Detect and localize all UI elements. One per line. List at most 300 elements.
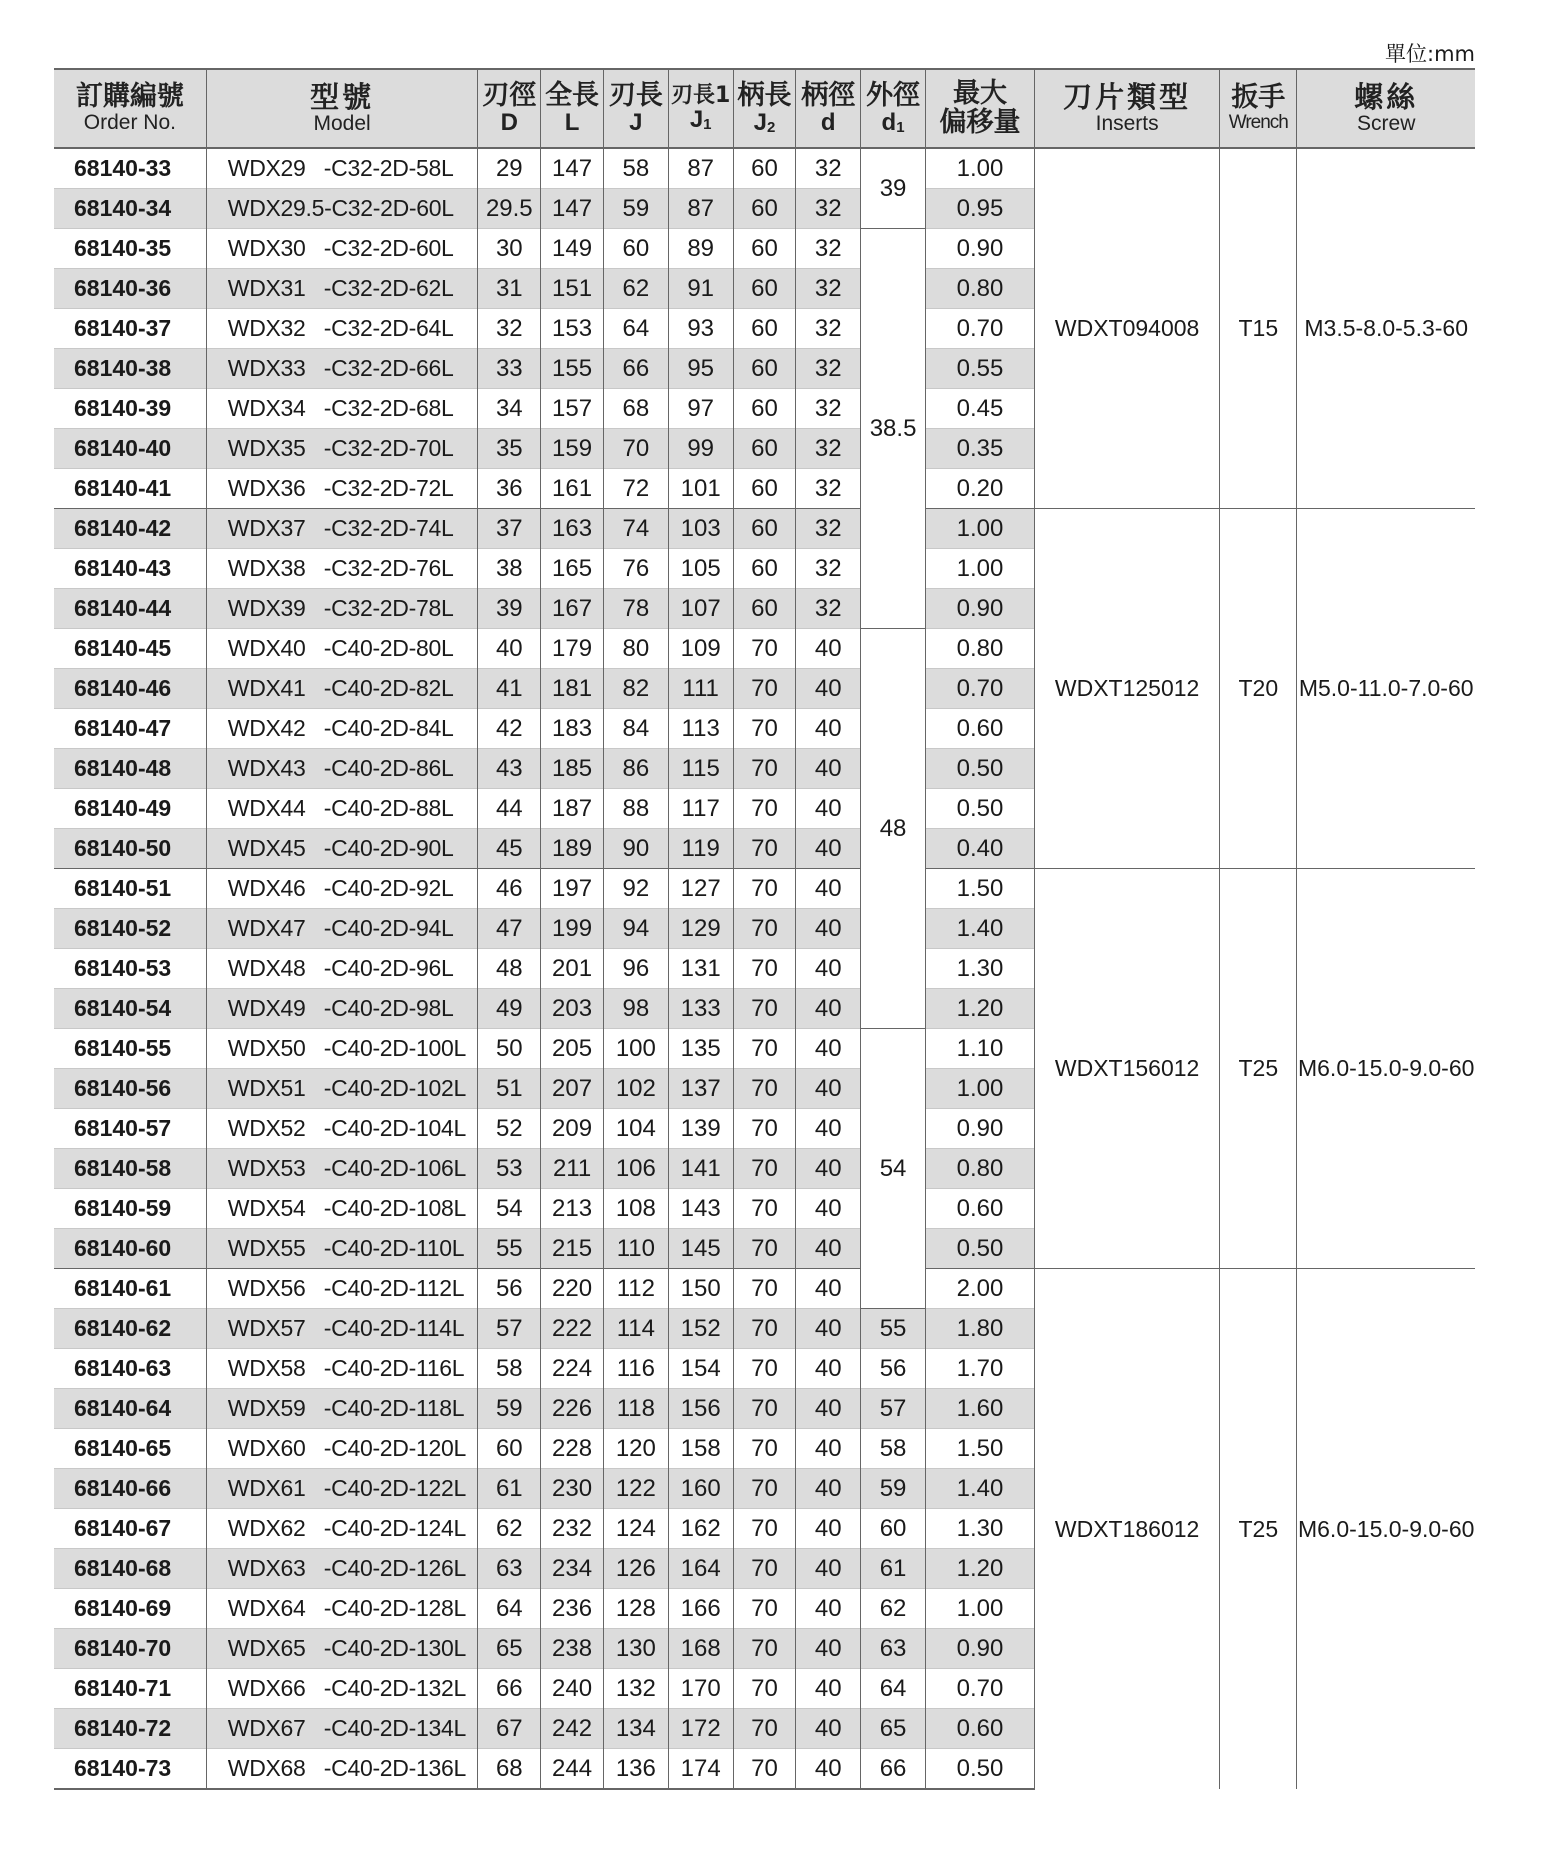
shank-diameter-cell: 32 xyxy=(796,229,861,269)
wrench-cell: T20 xyxy=(1220,509,1297,869)
shank-diameter-cell: 40 xyxy=(796,1469,861,1509)
shank-length-cell: 70 xyxy=(733,989,796,1029)
shank-diameter-cell: 40 xyxy=(796,829,861,869)
model-cell: WDX46 -C40-2D-92L xyxy=(206,869,478,909)
cutting-length-1-cell: 145 xyxy=(668,1229,733,1269)
cutting-length-cell: 132 xyxy=(603,1669,668,1709)
shank-length-cell: 70 xyxy=(733,1069,796,1109)
cutting-length-1-cell: 87 xyxy=(668,189,733,229)
cutting-length-1-cell: 89 xyxy=(668,229,733,269)
cutting-diameter-cell: 60 xyxy=(478,1429,541,1469)
shank-diameter-cell: 40 xyxy=(796,1269,861,1309)
model-cell: WDX56 -C40-2D-112L xyxy=(206,1269,478,1309)
cutting-length-cell: 108 xyxy=(603,1189,668,1229)
shank-length-cell: 60 xyxy=(733,389,796,429)
cutting-diameter-cell: 67 xyxy=(478,1709,541,1749)
model-cell: WDX68 -C40-2D-136L xyxy=(206,1749,478,1790)
shank-diameter-cell: 40 xyxy=(796,1309,861,1349)
cutting-length-1-cell: 99 xyxy=(668,429,733,469)
shank-diameter-cell: 40 xyxy=(796,1149,861,1189)
overall-length-cell: 183 xyxy=(541,709,604,749)
overall-length-cell: 244 xyxy=(541,1749,604,1790)
outer-diameter-cell: 63 xyxy=(861,1629,926,1669)
model-cell: WDX60 -C40-2D-120L xyxy=(206,1429,478,1469)
shank-diameter-cell: 32 xyxy=(796,309,861,349)
cutting-diameter-cell: 31 xyxy=(478,269,541,309)
max-offset-cell: 0.60 xyxy=(925,1189,1034,1229)
overall-length-cell: 147 xyxy=(541,148,604,189)
shank-diameter-cell: 32 xyxy=(796,549,861,589)
outer-diameter-cell: 39 xyxy=(861,148,926,229)
cutting-diameter-cell: 35 xyxy=(478,429,541,469)
cutting-length-1-cell: 174 xyxy=(668,1749,733,1790)
cutting-length-cell: 88 xyxy=(603,789,668,829)
max-offset-cell: 1.40 xyxy=(925,909,1034,949)
model-cell: WDX61 -C40-2D-122L xyxy=(206,1469,478,1509)
shank-length-cell: 70 xyxy=(733,1629,796,1669)
order-number-cell: 68140-48 xyxy=(54,749,206,789)
outer-diameter-cell: 66 xyxy=(861,1749,926,1790)
header-J1: 刃長1 $J_1$ xyxy=(668,69,733,148)
model-cell: WDX55 -C40-2D-110L xyxy=(206,1229,478,1269)
cutting-diameter-cell: 39 xyxy=(478,589,541,629)
model-cell: WDX31 -C32-2D-62L xyxy=(206,269,478,309)
order-number-cell: 68140-35 xyxy=(54,229,206,269)
max-offset-cell: 0.80 xyxy=(925,1149,1034,1189)
cutting-diameter-cell: 38 xyxy=(478,549,541,589)
model-cell: WDX54 -C40-2D-108L xyxy=(206,1189,478,1229)
overall-length-cell: 155 xyxy=(541,349,604,389)
max-offset-cell: 1.70 xyxy=(925,1349,1034,1389)
cutting-length-cell: 86 xyxy=(603,749,668,789)
cutting-length-cell: 84 xyxy=(603,709,668,749)
max-offset-cell: 1.10 xyxy=(925,1029,1034,1069)
cutting-length-cell: 90 xyxy=(603,829,668,869)
overall-length-cell: 209 xyxy=(541,1109,604,1149)
cutting-length-1-cell: 170 xyxy=(668,1669,733,1709)
cutting-length-1-cell: 172 xyxy=(668,1709,733,1749)
cutting-diameter-cell: 41 xyxy=(478,669,541,709)
order-number-cell: 68140-63 xyxy=(54,1349,206,1389)
shank-length-cell: 70 xyxy=(733,1149,796,1189)
cutting-length-1-cell: 95 xyxy=(668,349,733,389)
cutting-diameter-cell: 66 xyxy=(478,1669,541,1709)
model-cell: WDX29.5-C32-2D-60L xyxy=(206,189,478,229)
model-cell: WDX32 -C32-2D-64L xyxy=(206,309,478,349)
cutting-length-cell: 82 xyxy=(603,669,668,709)
overall-length-cell: 199 xyxy=(541,909,604,949)
cutting-length-cell: 76 xyxy=(603,549,668,589)
cutting-diameter-cell: 50 xyxy=(478,1029,541,1069)
outer-diameter-cell: 58 xyxy=(861,1429,926,1469)
shank-diameter-cell: 40 xyxy=(796,1749,861,1790)
order-number-cell: 68140-55 xyxy=(54,1029,206,1069)
overall-length-cell: 232 xyxy=(541,1509,604,1549)
outer-diameter-cell: 48 xyxy=(861,629,926,1029)
cutting-diameter-cell: 40 xyxy=(478,629,541,669)
shank-length-cell: 70 xyxy=(733,829,796,869)
shank-diameter-cell: 40 xyxy=(796,1389,861,1429)
insert-type-cell: WDXT125012 xyxy=(1035,509,1220,869)
table-row xyxy=(54,509,1475,549)
model-cell: WDX34 -C32-2D-68L xyxy=(206,389,478,429)
max-offset-cell: 1.20 xyxy=(925,1549,1034,1589)
max-offset-cell: 1.30 xyxy=(925,1509,1034,1549)
table-body xyxy=(54,148,1475,1789)
order-number-cell: 68140-62 xyxy=(54,1309,206,1349)
shank-diameter-cell: 32 xyxy=(796,189,861,229)
order-number-cell: 68140-71 xyxy=(54,1669,206,1709)
header-d: 柄徑 d xyxy=(796,69,861,148)
order-number-cell: 68140-46 xyxy=(54,669,206,709)
shank-length-cell: 70 xyxy=(733,1589,796,1629)
cutting-diameter-cell: 46 xyxy=(478,869,541,909)
cutting-length-1-cell: 111 xyxy=(668,669,733,709)
overall-length-cell: 238 xyxy=(541,1629,604,1669)
order-number-cell: 68140-65 xyxy=(54,1429,206,1469)
order-number-cell: 68140-42 xyxy=(54,509,206,549)
order-number-cell: 68140-40 xyxy=(54,429,206,469)
model-cell: WDX47 -C40-2D-94L xyxy=(206,909,478,949)
shank-length-cell: 70 xyxy=(733,709,796,749)
model-cell: WDX29 -C32-2D-58L xyxy=(206,148,478,189)
cutting-diameter-cell: 30 xyxy=(478,229,541,269)
overall-length-cell: 189 xyxy=(541,829,604,869)
shank-diameter-cell: 40 xyxy=(796,749,861,789)
outer-diameter-cell: 56 xyxy=(861,1349,926,1389)
shank-length-cell: 70 xyxy=(733,1749,796,1790)
shank-diameter-cell: 32 xyxy=(796,429,861,469)
overall-length-cell: 201 xyxy=(541,949,604,989)
cutting-length-1-cell: 127 xyxy=(668,869,733,909)
outer-diameter-cell: 54 xyxy=(861,1029,926,1309)
max-offset-cell: 0.35 xyxy=(925,429,1034,469)
overall-length-cell: 163 xyxy=(541,509,604,549)
cutting-length-1-cell: 156 xyxy=(668,1389,733,1429)
model-cell: WDX43 -C40-2D-86L xyxy=(206,749,478,789)
cutting-length-cell: 74 xyxy=(603,509,668,549)
shank-length-cell: 70 xyxy=(733,909,796,949)
cutting-length-1-cell: 150 xyxy=(668,1269,733,1309)
shank-diameter-cell: 40 xyxy=(796,949,861,989)
outer-diameter-cell: 57 xyxy=(861,1389,926,1429)
order-number-cell: 68140-61 xyxy=(54,1269,206,1309)
shank-length-cell: 70 xyxy=(733,1389,796,1429)
shank-length-cell: 70 xyxy=(733,629,796,669)
cutting-diameter-cell: 53 xyxy=(478,1149,541,1189)
cutting-length-1-cell: 133 xyxy=(668,989,733,1029)
model-cell: WDX49 -C40-2D-98L xyxy=(206,989,478,1029)
table-row xyxy=(54,1269,1475,1309)
order-number-cell: 68140-37 xyxy=(54,309,206,349)
shank-length-cell: 60 xyxy=(733,589,796,629)
cutting-length-cell: 66 xyxy=(603,349,668,389)
outer-diameter-cell: 62 xyxy=(861,1589,926,1629)
shank-length-cell: 60 xyxy=(733,269,796,309)
shank-length-cell: 60 xyxy=(733,189,796,229)
order-number-cell: 68140-66 xyxy=(54,1469,206,1509)
shank-diameter-cell: 40 xyxy=(796,1589,861,1629)
model-cell: WDX52 -C40-2D-104L xyxy=(206,1109,478,1149)
cutting-length-cell: 112 xyxy=(603,1269,668,1309)
order-number-cell: 68140-56 xyxy=(54,1069,206,1109)
shank-length-cell: 60 xyxy=(733,148,796,189)
shank-length-cell: 70 xyxy=(733,1549,796,1589)
shank-diameter-cell: 40 xyxy=(796,669,861,709)
overall-length-cell: 230 xyxy=(541,1469,604,1509)
cutting-length-cell: 134 xyxy=(603,1709,668,1749)
header-wrench: 扳手 Wrench xyxy=(1220,69,1297,148)
cutting-length-cell: 92 xyxy=(603,869,668,909)
overall-length-cell: 226 xyxy=(541,1389,604,1429)
overall-length-cell: 153 xyxy=(541,309,604,349)
shank-length-cell: 70 xyxy=(733,1349,796,1389)
shank-length-cell: 70 xyxy=(733,869,796,909)
overall-length-cell: 215 xyxy=(541,1229,604,1269)
shank-diameter-cell: 32 xyxy=(796,148,861,189)
model-cell: WDX44 -C40-2D-88L xyxy=(206,789,478,829)
unit-label: 單位:mm xyxy=(1385,42,1475,66)
order-number-cell: 68140-54 xyxy=(54,989,206,1029)
shank-diameter-cell: 32 xyxy=(796,509,861,549)
overall-length-cell: 149 xyxy=(541,229,604,269)
max-offset-cell: 1.00 xyxy=(925,1589,1034,1629)
model-cell: WDX67 -C40-2D-134L xyxy=(206,1709,478,1749)
model-cell: WDX33 -C32-2D-66L xyxy=(206,349,478,389)
header-offset: 最大 偏移量 xyxy=(925,69,1034,148)
overall-length-cell: 203 xyxy=(541,989,604,1029)
overall-length-cell: 197 xyxy=(541,869,604,909)
overall-length-cell: 220 xyxy=(541,1269,604,1309)
shank-length-cell: 70 xyxy=(733,1269,796,1309)
order-number-cell: 68140-68 xyxy=(54,1549,206,1589)
model-cell: WDX38 -C32-2D-76L xyxy=(206,549,478,589)
cutting-diameter-cell: 48 xyxy=(478,949,541,989)
cutting-length-1-cell: 87 xyxy=(668,148,733,189)
cutting-length-cell: 136 xyxy=(603,1749,668,1790)
shank-diameter-cell: 40 xyxy=(796,1109,861,1149)
cutting-length-cell: 126 xyxy=(603,1549,668,1589)
cutting-length-1-cell: 162 xyxy=(668,1509,733,1549)
outer-diameter-cell: 59 xyxy=(861,1469,926,1509)
model-cell: WDX40 -C40-2D-80L xyxy=(206,629,478,669)
cutting-diameter-cell: 44 xyxy=(478,789,541,829)
order-number-cell: 68140-43 xyxy=(54,549,206,589)
overall-length-cell: 151 xyxy=(541,269,604,309)
shank-length-cell: 70 xyxy=(733,1189,796,1229)
cutting-length-cell: 110 xyxy=(603,1229,668,1269)
overall-length-cell: 234 xyxy=(541,1549,604,1589)
model-cell: WDX42 -C40-2D-84L xyxy=(206,709,478,749)
overall-length-cell: 205 xyxy=(541,1029,604,1069)
cutting-diameter-cell: 68 xyxy=(478,1749,541,1790)
shank-length-cell: 70 xyxy=(733,789,796,829)
shank-diameter-cell: 40 xyxy=(796,1189,861,1229)
max-offset-cell: 1.60 xyxy=(925,1389,1034,1429)
max-offset-cell: 0.70 xyxy=(925,669,1034,709)
cutting-length-1-cell: 129 xyxy=(668,909,733,949)
cutting-length-1-cell: 101 xyxy=(668,469,733,509)
order-number-cell: 68140-50 xyxy=(54,829,206,869)
max-offset-cell: 0.70 xyxy=(925,1669,1034,1709)
shank-length-cell: 70 xyxy=(733,1309,796,1349)
shank-diameter-cell: 40 xyxy=(796,1549,861,1589)
outer-diameter-cell: 65 xyxy=(861,1709,926,1749)
cutting-diameter-cell: 42 xyxy=(478,709,541,749)
max-offset-cell: 0.50 xyxy=(925,789,1034,829)
model-cell: WDX62 -C40-2D-124L xyxy=(206,1509,478,1549)
cutting-length-1-cell: 131 xyxy=(668,949,733,989)
max-offset-cell: 0.60 xyxy=(925,1709,1034,1749)
model-cell: WDX39 -C32-2D-78L xyxy=(206,589,478,629)
shank-diameter-cell: 32 xyxy=(796,469,861,509)
overall-length-cell: 157 xyxy=(541,389,604,429)
header-inserts: 刀片類型 Inserts xyxy=(1035,69,1220,148)
cutting-length-cell: 100 xyxy=(603,1029,668,1069)
insert-type-cell: WDXT156012 xyxy=(1035,869,1220,1269)
max-offset-cell: 0.50 xyxy=(925,1229,1034,1269)
overall-length-cell: 228 xyxy=(541,1429,604,1469)
max-offset-cell: 0.90 xyxy=(925,229,1034,269)
cutting-length-cell: 128 xyxy=(603,1589,668,1629)
overall-length-cell: 207 xyxy=(541,1069,604,1109)
shank-length-cell: 60 xyxy=(733,309,796,349)
cutting-length-1-cell: 91 xyxy=(668,269,733,309)
shank-diameter-cell: 40 xyxy=(796,869,861,909)
cutting-length-cell: 94 xyxy=(603,909,668,949)
cutting-length-cell: 59 xyxy=(603,189,668,229)
shank-length-cell: 70 xyxy=(733,1669,796,1709)
header-row xyxy=(54,69,1475,148)
wrench-cell: T25 xyxy=(1220,869,1297,1269)
order-number-cell: 68140-72 xyxy=(54,1709,206,1749)
shank-length-cell: 70 xyxy=(733,669,796,709)
max-offset-cell: 0.55 xyxy=(925,349,1034,389)
cutting-diameter-cell: 37 xyxy=(478,509,541,549)
shank-diameter-cell: 40 xyxy=(796,1509,861,1549)
overall-length-cell: 224 xyxy=(541,1349,604,1389)
shank-length-cell: 70 xyxy=(733,1709,796,1749)
cutting-diameter-cell: 55 xyxy=(478,1229,541,1269)
cutting-length-cell: 60 xyxy=(603,229,668,269)
order-number-cell: 68140-49 xyxy=(54,789,206,829)
max-offset-cell: 0.80 xyxy=(925,269,1034,309)
shank-length-cell: 70 xyxy=(733,749,796,789)
max-offset-cell: 1.50 xyxy=(925,869,1034,909)
shank-diameter-cell: 40 xyxy=(796,989,861,1029)
max-offset-cell: 1.00 xyxy=(925,549,1034,589)
outer-diameter-cell: 55 xyxy=(861,1309,926,1349)
model-cell: WDX30 -C32-2D-60L xyxy=(206,229,478,269)
cutting-diameter-cell: 36 xyxy=(478,469,541,509)
cutting-length-cell: 58 xyxy=(603,148,668,189)
cutting-length-1-cell: 166 xyxy=(668,1589,733,1629)
cutting-diameter-cell: 33 xyxy=(478,349,541,389)
cutting-length-1-cell: 107 xyxy=(668,589,733,629)
shank-diameter-cell: 40 xyxy=(796,1229,861,1269)
cutting-length-1-cell: 168 xyxy=(668,1629,733,1669)
cutting-diameter-cell: 61 xyxy=(478,1469,541,1509)
overall-length-cell: 187 xyxy=(541,789,604,829)
max-offset-cell: 0.90 xyxy=(925,589,1034,629)
outer-diameter-cell: 60 xyxy=(861,1509,926,1549)
shank-diameter-cell: 32 xyxy=(796,589,861,629)
cutting-diameter-cell: 51 xyxy=(478,1069,541,1109)
cutting-diameter-cell: 29.5 xyxy=(478,189,541,229)
outer-diameter-cell: 64 xyxy=(861,1669,926,1709)
cutting-length-cell: 62 xyxy=(603,269,668,309)
cutting-diameter-cell: 47 xyxy=(478,909,541,949)
cutting-length-1-cell: 158 xyxy=(668,1429,733,1469)
cutting-length-1-cell: 154 xyxy=(668,1349,733,1389)
cutting-length-cell: 104 xyxy=(603,1109,668,1149)
shank-length-cell: 70 xyxy=(733,949,796,989)
max-offset-cell: 0.60 xyxy=(925,709,1034,749)
shank-diameter-cell: 40 xyxy=(796,909,861,949)
overall-length-cell: 185 xyxy=(541,749,604,789)
max-offset-cell: 1.00 xyxy=(925,148,1034,189)
shank-diameter-cell: 32 xyxy=(796,269,861,309)
cutting-diameter-cell: 34 xyxy=(478,389,541,429)
model-cell: WDX35 -C32-2D-70L xyxy=(206,429,478,469)
cutting-length-1-cell: 103 xyxy=(668,509,733,549)
cutting-length-cell: 106 xyxy=(603,1149,668,1189)
cutting-length-1-cell: 152 xyxy=(668,1309,733,1349)
cutting-length-cell: 98 xyxy=(603,989,668,1029)
model-cell: WDX48 -C40-2D-96L xyxy=(206,949,478,989)
cutting-length-cell: 102 xyxy=(603,1069,668,1109)
cutting-diameter-cell: 49 xyxy=(478,989,541,1029)
cutting-diameter-cell: 43 xyxy=(478,749,541,789)
cutting-diameter-cell: 56 xyxy=(478,1269,541,1309)
cutting-length-cell: 114 xyxy=(603,1309,668,1349)
max-offset-cell: 0.80 xyxy=(925,629,1034,669)
max-offset-cell: 0.45 xyxy=(925,389,1034,429)
cutting-length-cell: 80 xyxy=(603,629,668,669)
shank-length-cell: 70 xyxy=(733,1509,796,1549)
overall-length-cell: 165 xyxy=(541,549,604,589)
cutting-length-1-cell: 117 xyxy=(668,789,733,829)
cutting-length-1-cell: 105 xyxy=(668,549,733,589)
cutting-diameter-cell: 63 xyxy=(478,1549,541,1589)
header-screw: 螺絲 Screw xyxy=(1297,69,1475,148)
wrench-cell: T15 xyxy=(1220,148,1297,509)
header-L: 全長 L xyxy=(541,69,604,148)
spec-table xyxy=(54,68,1475,1790)
overall-length-cell: 240 xyxy=(541,1669,604,1709)
order-number-cell: 68140-45 xyxy=(54,629,206,669)
model-cell: WDX59 -C40-2D-118L xyxy=(206,1389,478,1429)
outer-diameter-cell: 61 xyxy=(861,1549,926,1589)
max-offset-cell: 2.00 xyxy=(925,1269,1034,1309)
header-d1: 外徑 $d_1$ xyxy=(861,69,926,148)
max-offset-cell: 1.50 xyxy=(925,1429,1034,1469)
cutting-diameter-cell: 29 xyxy=(478,148,541,189)
cutting-diameter-cell: 32 xyxy=(478,309,541,349)
cutting-length-1-cell: 164 xyxy=(668,1549,733,1589)
max-offset-cell: 1.30 xyxy=(925,949,1034,989)
max-offset-cell: 1.40 xyxy=(925,1469,1034,1509)
shank-diameter-cell: 40 xyxy=(796,1029,861,1069)
overall-length-cell: 147 xyxy=(541,189,604,229)
cutting-diameter-cell: 45 xyxy=(478,829,541,869)
shank-diameter-cell: 40 xyxy=(796,1629,861,1669)
overall-length-cell: 211 xyxy=(541,1149,604,1189)
header-J: 刃長 J xyxy=(603,69,668,148)
max-offset-cell: 0.40 xyxy=(925,829,1034,869)
shank-diameter-cell: 32 xyxy=(796,349,861,389)
max-offset-cell: 1.80 xyxy=(925,1309,1034,1349)
